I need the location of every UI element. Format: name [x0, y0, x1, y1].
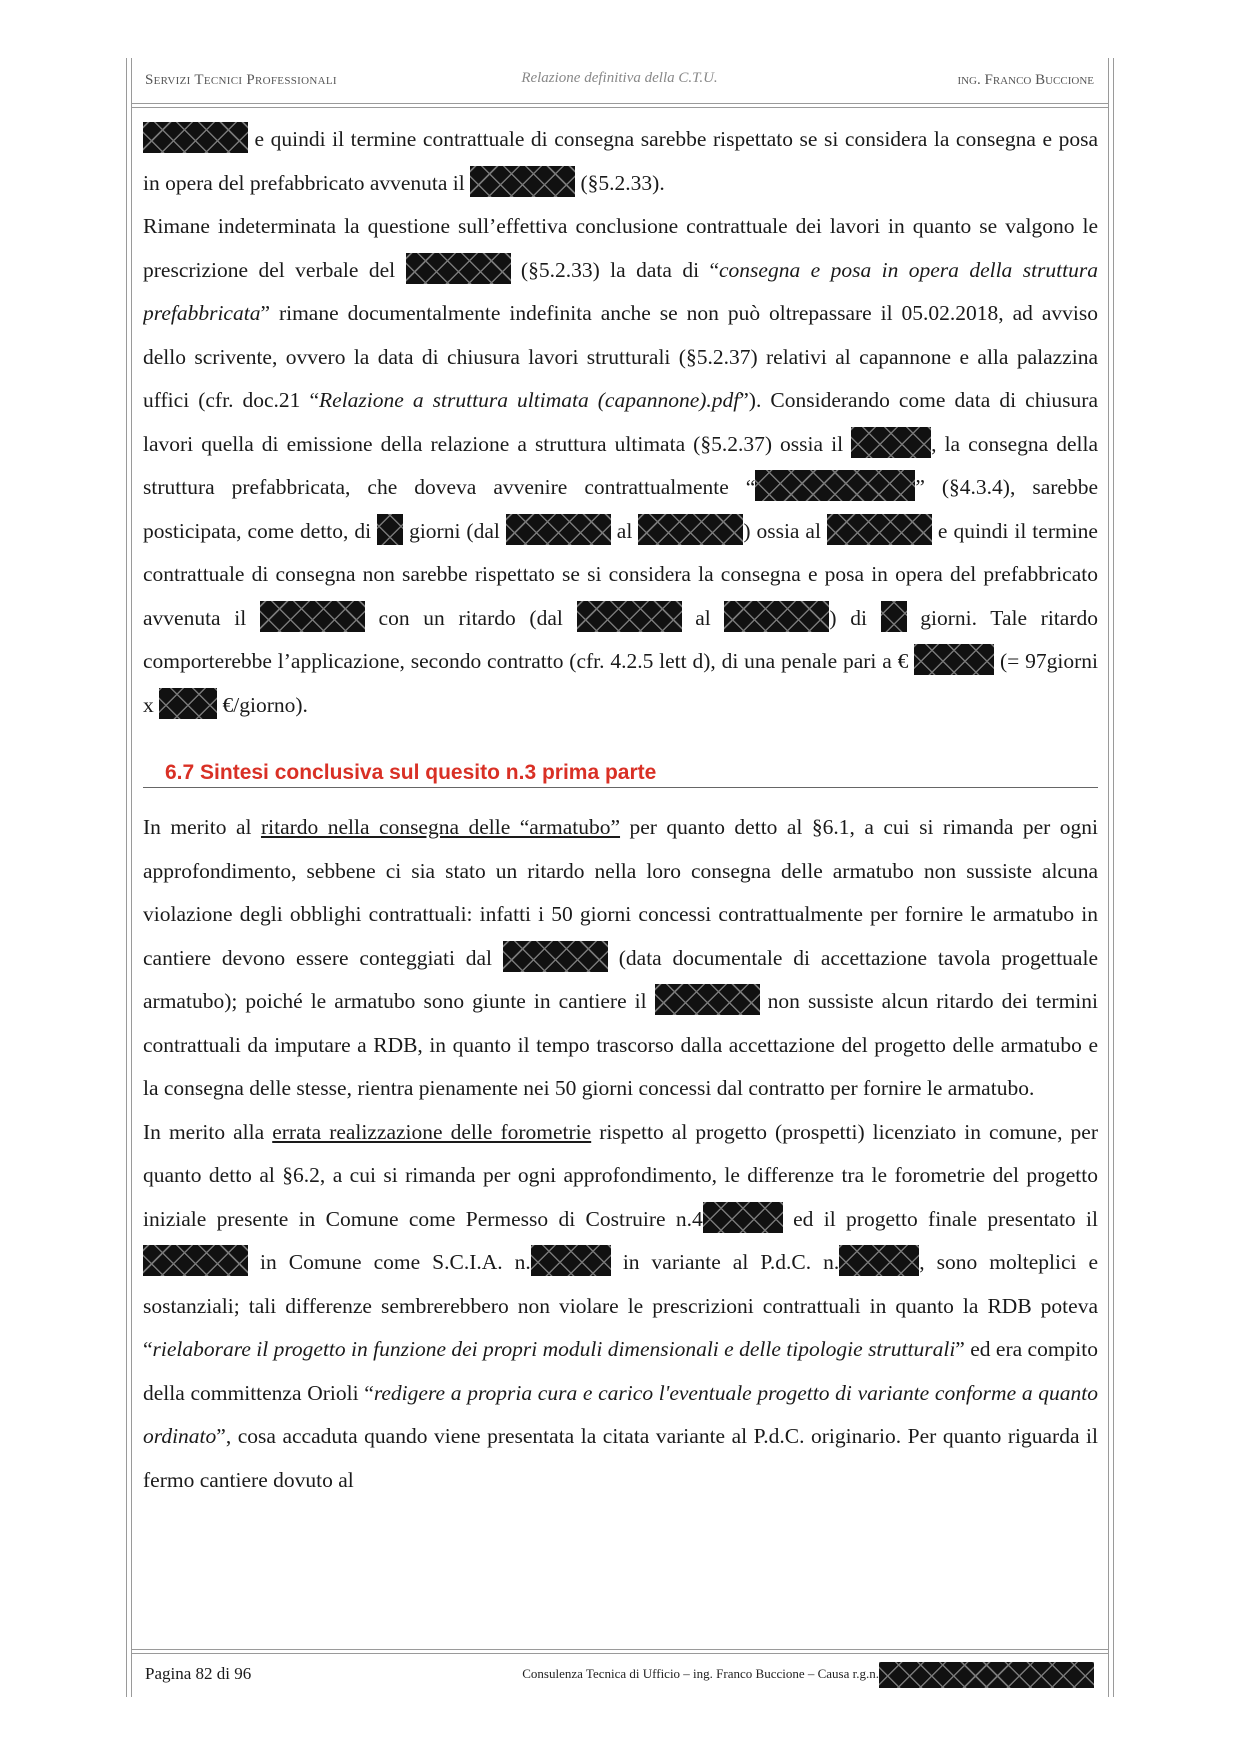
- redaction-box: [503, 941, 608, 972]
- redaction-box: [377, 514, 403, 545]
- redaction-box: [879, 1662, 1094, 1688]
- page-frame-right-inner: [1108, 58, 1109, 1697]
- paragraph-indeterminata: Rimane indeterminata la questione sull’effettiva conclusione contrattuale dei lavori in quanto se valgono le prescrizione del verbale del (§5.2.33) la data di “consegna e posa in opera della struttura prefabbricata” rimane documentalmente indefinita anche se non può oltrepassare il 05.02.2018, ad avviso dello scrivente, ovvero la data di chiusura lavori strutturali (§5.2.37) relativi al capannone e alla palazzina uffici (cfr. doc.21 “Relazione a struttura ultimata (capannone).pdf”). Considerando come data di chiusura lavori quella di emissione della relazione a struttura ultimata (§5.2.37) ossia il , la consegna della struttura prefabbricata, che doveva avvenire contrattualmente “ ” (§4.3.4), sarebbe posticipata, come detto, di giorni (dal al ) ossia al e quindi il termine contrattuale di consegna non sarebbe rispettato se si considera la consegna e posa in opera del prefabbricato avvenuta il con un ritardo (dal al ) di giorni. Tale ritardo comporterebbe l’applicazione, secondo contratto (cfr. 4.2.5 lett d), di una penale pari a € (= 97giorni x €/giorno).: [143, 214, 1098, 717]
- redaction-box: [655, 984, 760, 1015]
- redaction-box: [724, 601, 829, 632]
- redaction-box: [638, 514, 743, 545]
- redaction-box: [914, 644, 994, 675]
- header-title: Relazione definitiva della C.T.U.: [521, 70, 718, 86]
- header-author: ing. Franco Buccione: [957, 72, 1094, 88]
- paragraph-forometrie: In merito alla errata realizzazione delle forometrie rispetto al progetto (prospetti) licenziato in comune, per quanto detto al §6.2, a cui si rimanda per ogni approfondimento, le differenze tra le forometrie del progetto iniziale presente in Comune come Permesso di Costruire n.4 ed il progetto finale presentato il in Comune come S.C.I.A. n. in variante al P.d.C. n. , sono molteplici e sostanziali; tali differenze sembrerebbero non violare le prescrizioni contrattuali in quanto la RDB poteva “rielaborare il progetto in funzione dei propri moduli dimensionali e delle tipologie strutturali” ed era compito della committenza Orioli “redigere a propria cura e carico l'eventuale progetto di variante conforme a quanto ordinato”, cosa accaduta quando viene presentata la citata variante al P.d.C. originario. Per quanto riguarda il fermo cantiere dovuto al: [143, 1119, 1098, 1492]
- redaction-box: [260, 601, 365, 632]
- page-footer: [131, 1660, 1108, 1686]
- header-rule-double: [131, 107, 1108, 108]
- redaction-box: [881, 601, 907, 632]
- redaction-box: [577, 601, 682, 632]
- redaction-box: [755, 470, 915, 501]
- redaction-box: [851, 427, 931, 458]
- redaction-box: [839, 1245, 919, 1276]
- section-title: 6.7 Sintesi conclusiva sul quesito n.3 prima parte: [165, 761, 657, 784]
- page-frame-right-outer: [1113, 58, 1114, 1697]
- page-number: Pagina 82 di 96: [145, 1664, 252, 1683]
- redaction-box: [159, 688, 217, 719]
- paragraph-continuation: e quindi il termine contrattuale di consegna sarebbe rispettato se si considera la consegna e posa in opera del prefabbricato avvenuta il (§5.2.33).: [143, 118, 1098, 205]
- document-body: [143, 118, 1098, 1638]
- section-heading: [143, 745, 1098, 788]
- header-left: Servizi Tecnici Professionali: [145, 72, 337, 88]
- redaction-box: [531, 1245, 611, 1276]
- footer-credit: Consulenza Tecnica di Ufficio – ing. Franco Buccione – Causa r.g.n.: [522, 1662, 1094, 1688]
- redaction-box: [703, 1202, 783, 1233]
- footer-rule: [131, 1649, 1108, 1650]
- redaction-box: [143, 1245, 248, 1276]
- redaction-box: [406, 253, 511, 284]
- paragraph-armatubo: In merito al ritardo nella consegna delle “armatubo” per quanto detto al §6.1, a cui si rimanda per ogni approfondimento, sebbene ci sia stato un ritardo nella loro consegna delle armatubo non sussiste alcuna violazione degli obblighi contrattuali: infatti i 50 giorni concessi contrattualmente per fornire le armatubo in cantiere devono essere conteggiati dal (data documentale di accettazione tavola progettuale armatubo); poiché le armatubo sono giunte in cantiere il non sussiste alcun ritardo dei termini contrattuali da imputare a RDB, in quanto il tempo trascorso dalla accettazione del progetto delle armatubo e la consegna delle stesse, rientra pienamente nei 50 giorni concessi dal contratto per fornire le armatubo.: [143, 815, 1098, 1100]
- page-frame-left-inner: [131, 58, 132, 1697]
- header-rule: [131, 103, 1108, 104]
- page-frame-left-outer: [126, 58, 127, 1697]
- page-header: [131, 70, 1108, 94]
- redaction-box: [506, 514, 611, 545]
- footer-rule-double: [131, 1653, 1108, 1654]
- redaction-box: [470, 166, 575, 197]
- redaction-box: [143, 122, 248, 153]
- redaction-box: [827, 514, 932, 545]
